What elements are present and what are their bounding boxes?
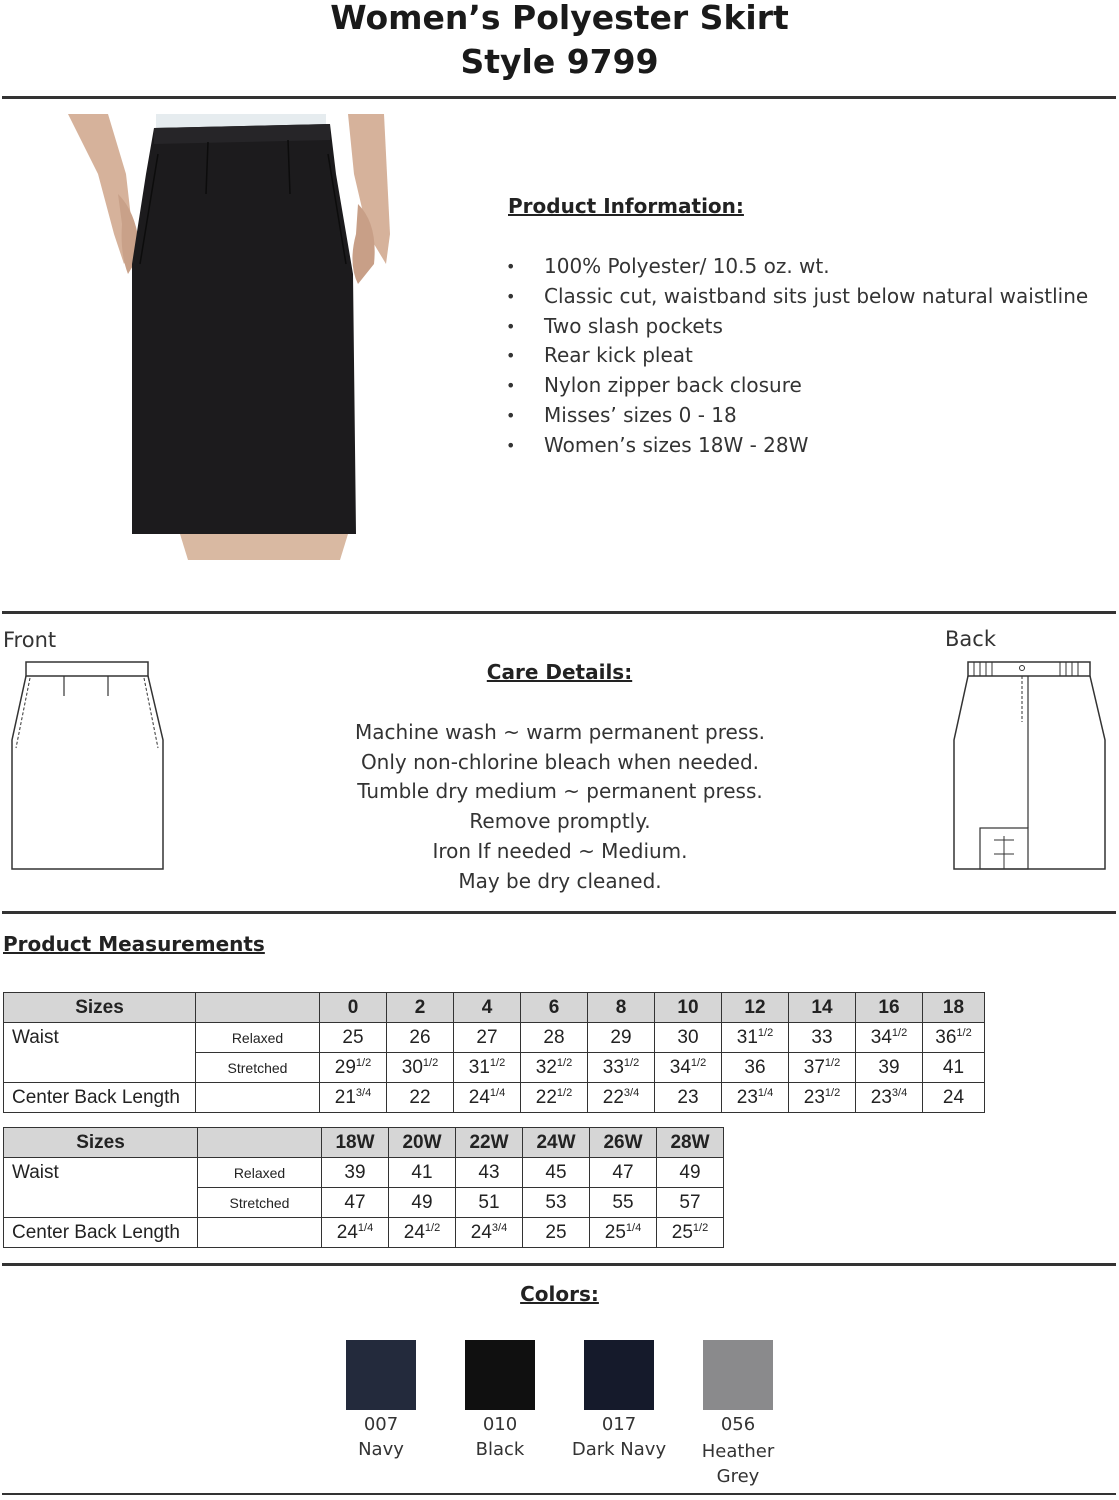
measurement-cell — [588, 1083, 655, 1113]
table-header-row — [4, 993, 985, 1023]
care-line: Only non-chlorine bleach when needed. — [360, 749, 760, 774]
size-header-cell: 28W — [657, 1128, 724, 1158]
care-line: May be dry cleaned. — [458, 868, 662, 893]
measurement-fraction: 1/2 — [956, 1026, 972, 1039]
table-row — [4, 1188, 724, 1218]
list-item: • 100% Polyester/ 10.5 oz. wt. — [506, 252, 1088, 282]
swatch-black — [465, 1340, 535, 1410]
measurement-whole: 47 — [344, 1191, 366, 1213]
back-view-label: Back — [945, 627, 996, 651]
measurement-whole: 36 — [935, 1026, 957, 1048]
swatch-name: Navy — [358, 1439, 404, 1460]
measurement-cell — [523, 1218, 590, 1248]
measurement-whole: 27 — [476, 1026, 498, 1048]
misses-size-table — [3, 992, 985, 1113]
measurement-fraction: 3/4 — [623, 1086, 640, 1099]
list-item: • Nylon zipper back closure — [506, 371, 1088, 401]
product-info-list — [506, 252, 1088, 461]
measurement-cell — [657, 1158, 724, 1188]
measurement-whole: 22 — [602, 1086, 624, 1108]
measurement-cell — [722, 1083, 789, 1113]
measurement-cell — [789, 1023, 856, 1053]
style-number: Style 9799 — [460, 42, 659, 81]
measurement-whole: 57 — [679, 1191, 701, 1213]
measurement-cell — [454, 1053, 521, 1083]
measurement-whole: 22 — [535, 1086, 557, 1108]
measurement-cell — [322, 1158, 389, 1188]
measurement-cell — [521, 1083, 588, 1113]
measurement-cell — [789, 1053, 856, 1083]
measurement-whole: 23 — [736, 1086, 758, 1108]
size-header-cell: 6 — [521, 993, 588, 1023]
measurement-whole: 31 — [468, 1056, 490, 1078]
measurement-cell — [320, 1053, 387, 1083]
measurement-cell — [923, 1083, 985, 1113]
list-item: • Classic cut, waistband sits just below natural waistline — [506, 282, 1088, 312]
measurement-whole: 51 — [478, 1191, 500, 1213]
care-instructions — [300, 718, 820, 896]
measurement-fraction: 1/2 — [692, 1221, 709, 1234]
measurement-cell — [456, 1188, 523, 1218]
measurement-cell — [454, 1083, 521, 1113]
measurement-whole: 32 — [535, 1056, 557, 1078]
measurement-whole: 23 — [677, 1086, 699, 1108]
color-swatch — [703, 1340, 773, 1410]
colors-heading: Colors: — [520, 1282, 599, 1306]
measurement-cell — [655, 1083, 722, 1113]
measurement-whole: 25 — [342, 1026, 364, 1048]
measurement-fraction: 1/2 — [556, 1056, 573, 1069]
size-header-cell: 8 — [588, 993, 655, 1023]
measurement-whole: 25 — [545, 1221, 567, 1243]
measurement-whole: 22 — [409, 1086, 431, 1108]
table-row — [4, 1083, 985, 1113]
care-line: Machine wash ~ warm permanent press. — [354, 720, 766, 744]
measurement-cell — [856, 1023, 923, 1053]
measurement-cell — [387, 1053, 454, 1083]
blank-header — [196, 993, 320, 1023]
care-details-heading: Care Details: — [486, 660, 633, 684]
measurement-cell — [523, 1158, 590, 1188]
measurement-cell — [588, 1023, 655, 1053]
relaxed-label: Relaxed — [196, 1023, 320, 1053]
swatch-name: Black — [475, 1439, 525, 1460]
measurement-whole: 29 — [610, 1026, 632, 1048]
size-header-cell: 18W — [322, 1128, 389, 1158]
center-back-length-label: Center Back Length — [4, 1083, 196, 1113]
waist-label-cont — [4, 1053, 196, 1083]
measurement-fraction: 1/2 — [424, 1221, 441, 1234]
measurement-whole: 45 — [545, 1161, 567, 1183]
measurement-whole: 26 — [409, 1026, 431, 1048]
table-row — [4, 1023, 985, 1053]
measurement-whole: 28 — [543, 1026, 565, 1048]
care-line: Iron If needed ~ Medium. — [432, 838, 688, 863]
stretched-label: Stretched — [198, 1188, 322, 1218]
measurement-cell — [389, 1218, 456, 1248]
measurement-whole: 55 — [612, 1191, 634, 1213]
measurement-cell — [655, 1053, 722, 1083]
sizes-header: Sizes — [4, 993, 196, 1023]
sizes-header: Sizes — [4, 1128, 198, 1158]
measurement-fraction: 1/2 — [623, 1056, 640, 1069]
measurement-whole: 34 — [870, 1026, 892, 1048]
measurement-whole: 24 — [470, 1221, 492, 1243]
measurement-cell — [722, 1023, 789, 1053]
measurement-whole: 25 — [604, 1221, 626, 1243]
page-title: Women’s Polyester Skirt — [330, 0, 789, 37]
measurement-whole: 34 — [669, 1056, 691, 1078]
color-swatch — [346, 1340, 416, 1410]
front-view-drawing — [8, 660, 168, 874]
measurement-fraction: 1/2 — [690, 1056, 707, 1069]
measurement-cell — [322, 1188, 389, 1218]
color-swatch — [584, 1340, 654, 1410]
measurement-cell — [521, 1053, 588, 1083]
measurement-cell — [389, 1158, 456, 1188]
list-item: • Rear kick pleat — [506, 341, 1088, 371]
skirt-photo — [68, 114, 390, 560]
care-line: Tumble dry medium ~ permanent press. — [357, 779, 763, 804]
center-back-length-label: Center Back Length — [4, 1218, 198, 1248]
measurement-whole: 36 — [744, 1056, 766, 1078]
measurement-cell — [856, 1083, 923, 1113]
measurement-fraction: 1/2 — [757, 1026, 774, 1039]
table-row — [4, 1158, 724, 1188]
section-divider — [2, 911, 1116, 914]
measurement-cell — [521, 1023, 588, 1053]
measurement-cell — [590, 1158, 657, 1188]
measurement-whole: 25 — [671, 1221, 693, 1243]
measurement-fraction: 1/2 — [824, 1086, 841, 1099]
swatch-name: Dark Navy — [571, 1439, 667, 1460]
list-item: • Women’s sizes 18W - 28W — [506, 431, 1088, 461]
measurement-whole: 24 — [942, 1086, 965, 1108]
measurement-cell — [387, 1083, 454, 1113]
list-item: • Two slash pockets — [506, 312, 1088, 342]
measurement-whole: 39 — [878, 1056, 900, 1078]
measurement-fraction: 1/4 — [357, 1221, 374, 1234]
measurement-cell — [320, 1083, 387, 1113]
measurement-cell — [655, 1023, 722, 1053]
list-item: • Misses’ sizes 0 - 18 — [506, 401, 1088, 431]
back-view-drawing — [950, 660, 1110, 874]
measurement-whole: 49 — [411, 1191, 433, 1213]
size-header-cell: 26W — [590, 1128, 657, 1158]
relaxed-label: Relaxed — [198, 1158, 322, 1188]
measurement-whole: 47 — [612, 1161, 634, 1183]
measurement-cell — [387, 1023, 454, 1053]
measurement-cell — [657, 1218, 724, 1248]
blank-cell — [196, 1083, 320, 1113]
size-header-cell: 10 — [655, 993, 722, 1023]
measurement-fraction: 1/2 — [891, 1026, 908, 1039]
measurement-fraction: 3/4 — [891, 1086, 908, 1099]
measurement-fraction: 3/4 — [491, 1221, 508, 1234]
measurement-whole: 41 — [942, 1056, 965, 1078]
measurement-fraction: 1/4 — [757, 1086, 774, 1099]
measurement-fraction: 1/4 — [625, 1221, 642, 1234]
measurement-whole: 29 — [334, 1056, 356, 1078]
care-line: Remove promptly. — [469, 809, 651, 834]
measurement-whole: 23 — [803, 1086, 825, 1108]
size-header-cell: 20W — [389, 1128, 456, 1158]
womens-size-table — [3, 1127, 724, 1248]
size-header-cell: 0 — [320, 993, 387, 1023]
waist-label-cont — [4, 1188, 198, 1218]
measurement-fraction: 1/2 — [355, 1056, 372, 1069]
measurement-cell — [456, 1218, 523, 1248]
measurement-cell — [590, 1188, 657, 1218]
measurement-whole: 24 — [403, 1221, 425, 1243]
size-header-cell: 24W — [523, 1128, 590, 1158]
measurement-cell — [590, 1218, 657, 1248]
measurements-heading: Product Measurements — [3, 932, 265, 956]
header-divider — [2, 96, 1116, 99]
measurement-whole: 39 — [344, 1161, 366, 1183]
measurement-cell — [789, 1083, 856, 1113]
swatch-name: Heather Grey — [701, 1441, 775, 1487]
size-header-cell: 2 — [387, 993, 454, 1023]
measurement-whole: 24 — [468, 1086, 490, 1108]
waist-label: Waist — [4, 1023, 196, 1053]
measurement-fraction: 1/2 — [824, 1056, 841, 1069]
measurement-cell — [523, 1188, 590, 1218]
measurement-cell — [856, 1053, 923, 1083]
size-header-cell: 18 — [923, 993, 985, 1023]
stretched-label: Stretched — [196, 1053, 320, 1083]
measurement-whole: 30 — [677, 1026, 699, 1048]
table-row — [4, 1053, 985, 1083]
measurement-whole: 33 — [602, 1056, 624, 1078]
size-header-cell: 16 — [856, 993, 923, 1023]
color-swatch — [465, 1340, 535, 1410]
front-view-label: Front — [3, 628, 57, 652]
swatch-navy — [346, 1340, 416, 1410]
measurement-cell — [657, 1188, 724, 1218]
swatch-dark-navy — [584, 1340, 654, 1410]
swatch-heather-grey — [703, 1340, 773, 1410]
measurement-fraction: 1/4 — [489, 1086, 506, 1099]
measurement-whole: 30 — [401, 1056, 423, 1078]
measurement-fraction: 1/2 — [422, 1056, 439, 1069]
measurement-whole: 37 — [803, 1056, 825, 1078]
size-header-cell: 22W — [456, 1128, 523, 1158]
measurement-whole: 33 — [811, 1026, 833, 1048]
measurement-whole: 24 — [336, 1221, 358, 1243]
bottom-divider — [2, 1493, 1116, 1495]
size-header-cell: 12 — [722, 993, 789, 1023]
swatch-code: 017 — [601, 1414, 637, 1435]
measurement-cell — [923, 1023, 985, 1053]
measurement-cell — [322, 1218, 389, 1248]
measurement-fraction: 1/2 — [556, 1086, 573, 1099]
measurement-cell — [923, 1053, 985, 1083]
swatch-code: 007 — [363, 1414, 399, 1435]
measurement-fraction: 1/2 — [489, 1056, 506, 1069]
blank-header — [198, 1128, 322, 1158]
measurement-fraction: 3/4 — [355, 1086, 372, 1099]
measurement-cell — [588, 1053, 655, 1083]
measurement-whole: 53 — [545, 1191, 567, 1213]
measurement-cell — [320, 1023, 387, 1053]
waist-label: Waist — [4, 1158, 198, 1188]
swatch-code: 010 — [482, 1414, 518, 1435]
swatch-code: 056 — [720, 1414, 756, 1435]
measurement-whole: 23 — [870, 1086, 892, 1108]
measurement-whole: 49 — [679, 1161, 701, 1183]
measurement-cell — [454, 1023, 521, 1053]
size-header-cell: 4 — [454, 993, 521, 1023]
measurement-cell — [456, 1158, 523, 1188]
blank-cell — [198, 1218, 322, 1248]
table-row — [4, 1218, 724, 1248]
size-header-cell: 14 — [789, 993, 856, 1023]
measurement-whole: 43 — [478, 1161, 500, 1183]
measurement-cell — [389, 1188, 456, 1218]
measurement-whole: 41 — [411, 1161, 433, 1183]
measurement-whole: 31 — [736, 1026, 758, 1048]
measurement-cell — [722, 1053, 789, 1083]
product-info-heading: Product Information: — [508, 194, 744, 218]
section-divider — [2, 1263, 1116, 1266]
table-header-row — [4, 1128, 724, 1158]
section-divider — [2, 611, 1116, 614]
measurement-whole: 21 — [334, 1086, 356, 1108]
